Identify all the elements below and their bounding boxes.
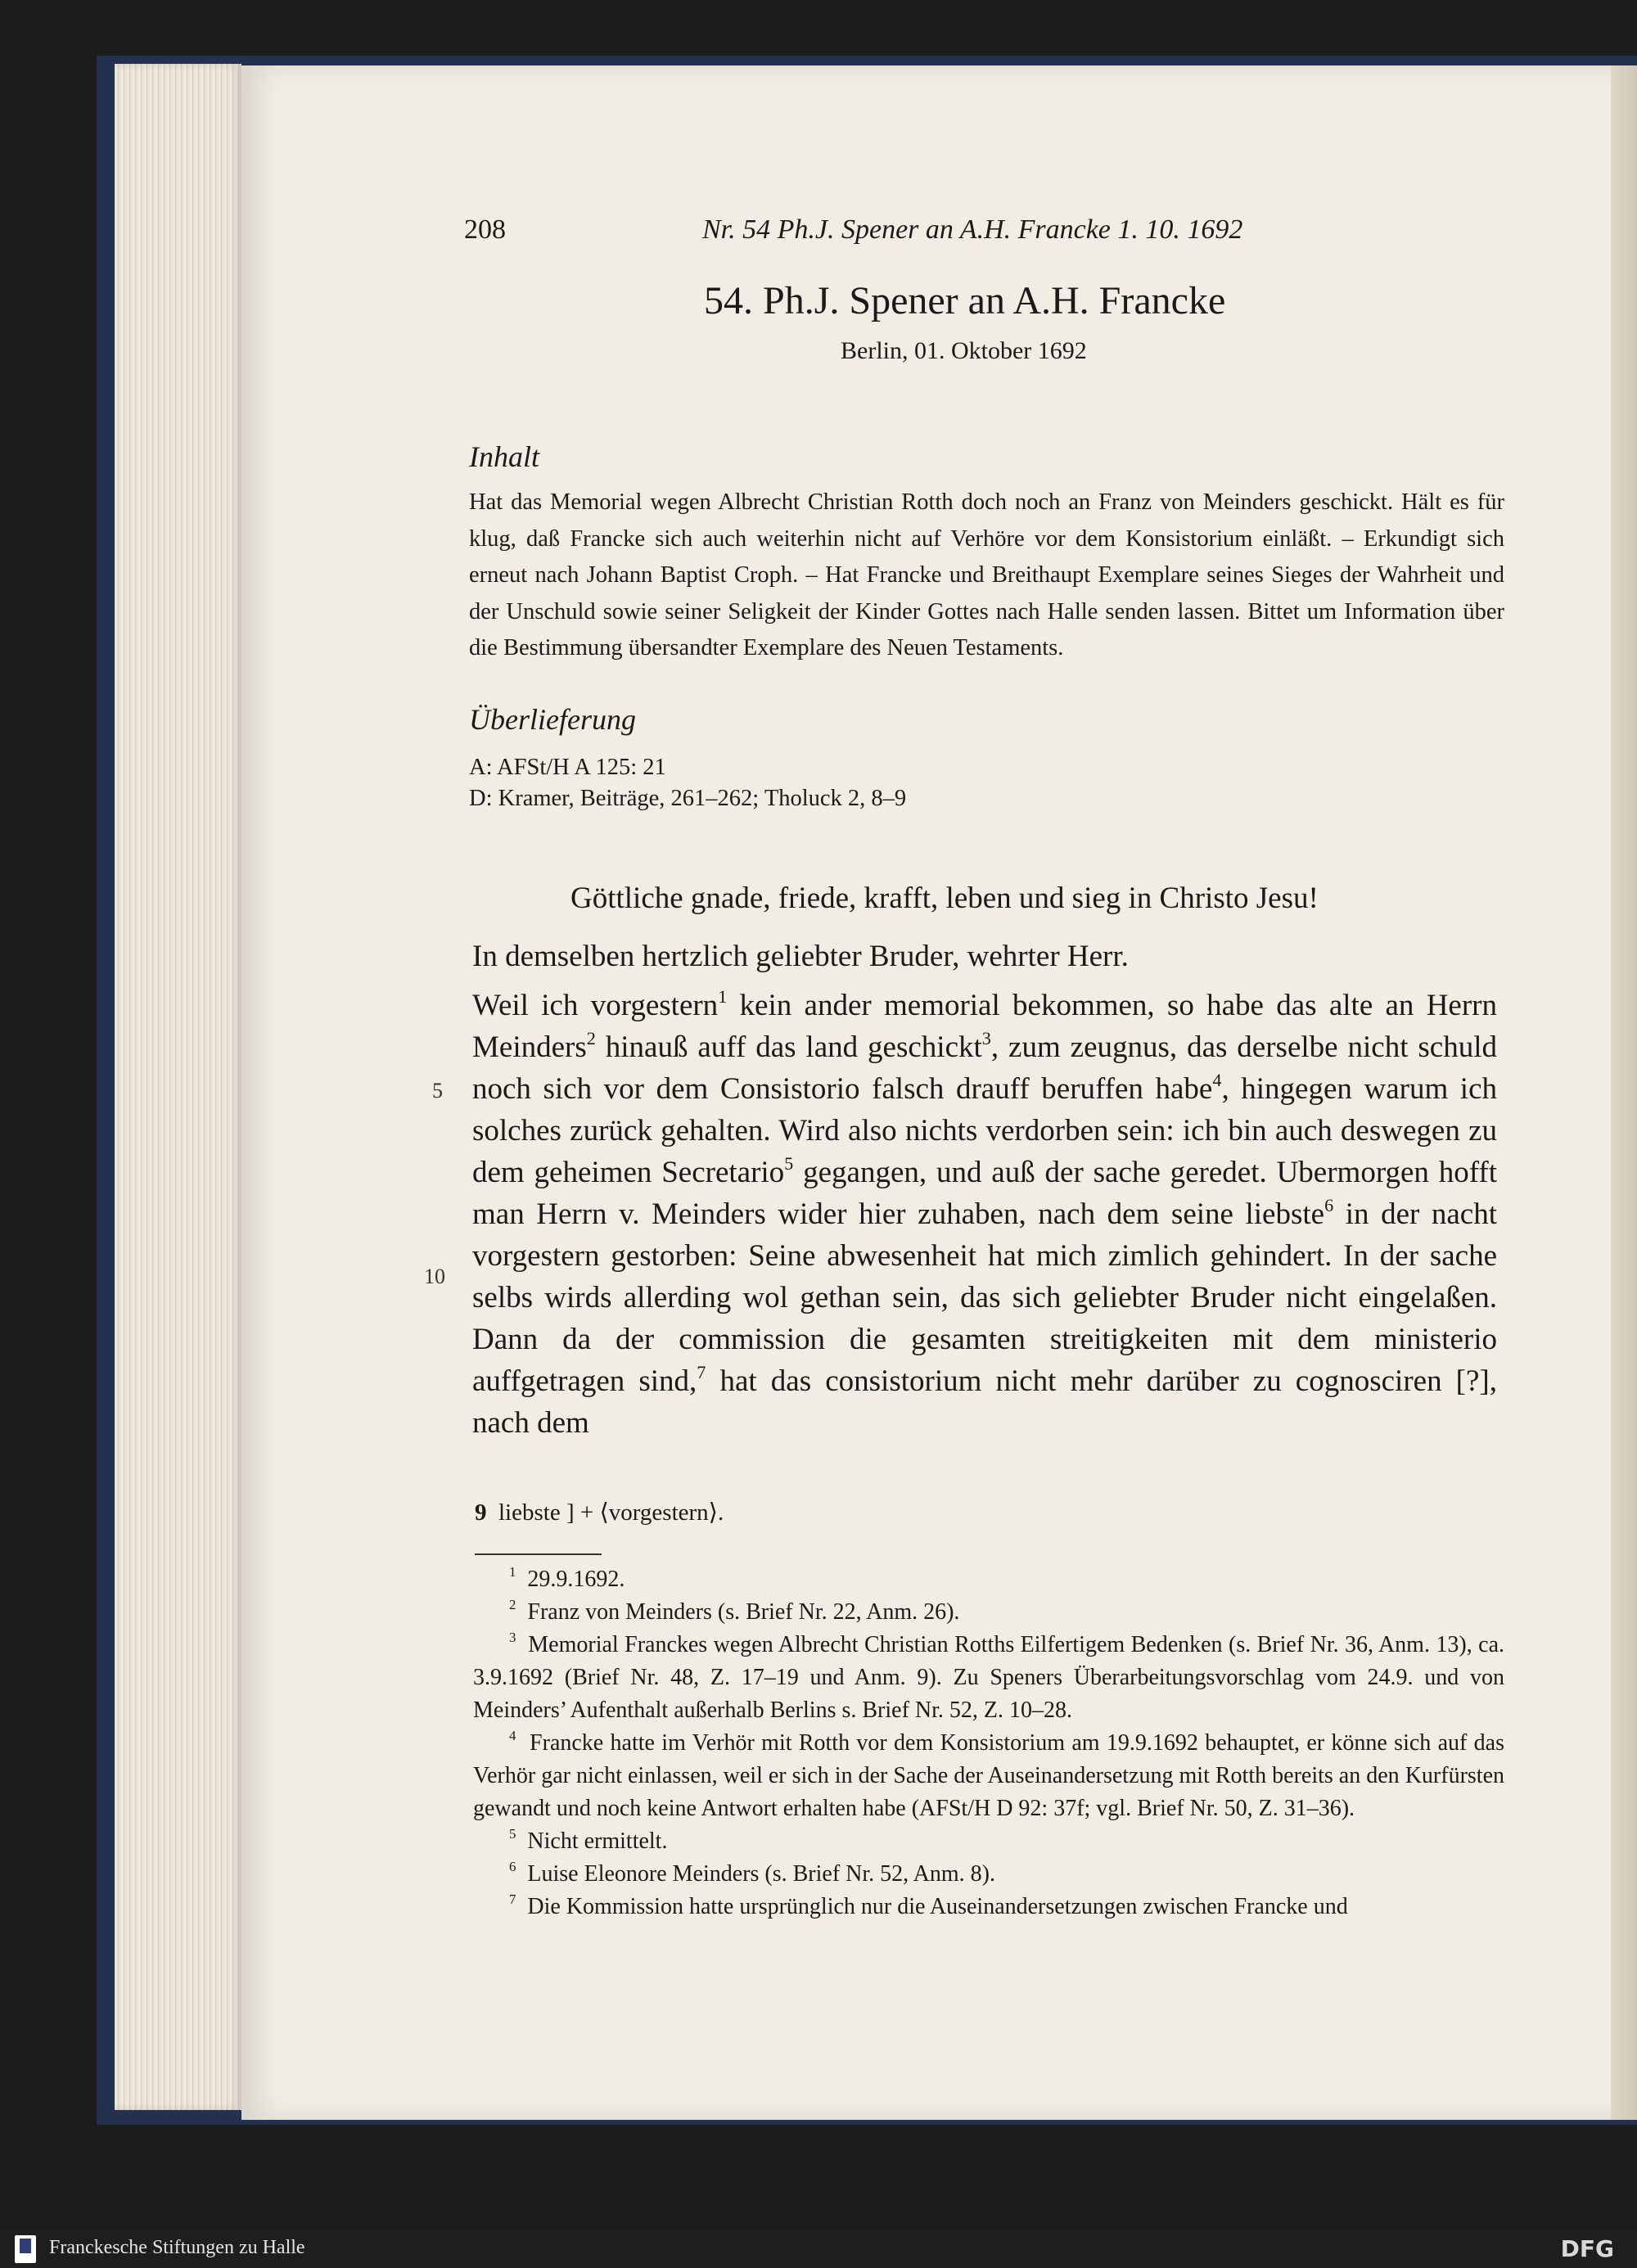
institution-logo-icon (15, 2235, 36, 2263)
letter-place-date: Berlin, 01. Oktober 1692 (841, 337, 1087, 364)
section-heading-inhalt: Inhalt (469, 440, 539, 473)
letter-body (472, 985, 1497, 1444)
page-edges (115, 64, 241, 2110)
footnote-ref: 7 (697, 1361, 706, 1382)
page-right-edge (1611, 65, 1637, 2120)
salutation: Göttliche gnade, friede, krafft, leben und sieg in Christo Jesu! (570, 881, 1319, 915)
source-line-a: A: AFSt/H A 125: 21 (469, 755, 666, 780)
apparatus-text: liebste ] + ⟨vorgestern⟩. (498, 1499, 724, 1526)
footnote-text: 29.9.1692. (527, 1567, 625, 1592)
address-line: In demselben hertzlich geliebter Bruder, wehrter Herr. (472, 940, 1129, 973)
dfg-logo: DFG (1560, 2235, 1614, 2262)
footnote-text: Franz von Meinders (s. Brief Nr. 22, Anm. 26). (527, 1599, 960, 1625)
body-text: in der nacht vorgestern gestorben: Seine abwesenheit hat mich zimlich gehindert. In der sache selbs wirds allerding wol gethan sein, das sich geliebter Bruder nicht eingelaßen. Dann da der commission die gesamten streitigkeiten mit dem ministerio auffgetragen sind, (472, 1197, 1498, 1398)
line-number-5: 5 (432, 1079, 443, 1102)
page-number: 208 (464, 214, 506, 245)
footnote-ref: 5 (784, 1152, 794, 1174)
section-heading-ueberlieferung: Überlieferung (469, 703, 636, 736)
source-line-d: D: Kramer, Beiträge, 261–262; Tholuck 2, 8–9 (469, 786, 907, 811)
viewer-footer (0, 2230, 1637, 2268)
footnote-number: 2 (509, 1596, 516, 1612)
footnote-ref: 3 (981, 1027, 991, 1048)
footnote-text: Memorial Franckes wegen Albrecht Christian Rotths Eilfertigem Bedenken (s. Brief Nr. 36, Anm. 13), ca. 3.9.1692 (Brief Nr. 48, Z. 17–19 und Anm. 9). Zu Speners Überarbeitungsvorschlag vom 24.9. und von Meinders’ Aufenthalt außerhalb Berlins s. Brief Nr. 52, Z. 10–28. (473, 1632, 1504, 1723)
footnote (473, 1596, 1504, 1629)
footnote-text: Die Kommission hatte ursprünglich nur die Auseinandersetzungen zwischen Francke und (527, 1894, 1348, 1919)
footnote-text: Nicht ermittelt. (527, 1828, 668, 1854)
footnote-ref: 6 (1324, 1194, 1334, 1215)
footnote-number: 6 (509, 1858, 516, 1874)
body-text: hat das consistorium nicht mehr darüber zu cognosciren [?], nach dem (472, 1364, 1497, 1440)
body-text: gegangen, und auß der sache geredet. Ubermorgen hofft man Herrn v. Meinders wider hier zuhaben, nach dem seine liebste (472, 1156, 1497, 1231)
footnote-ref: 4 (1212, 1069, 1222, 1090)
footnote (473, 1727, 1504, 1825)
footnote (473, 1858, 1504, 1891)
footnote-number: 1 (509, 1563, 516, 1580)
footnote-text: Luise Eleonore Meinders (s. Brief Nr. 52, Anm. 8). (527, 1861, 995, 1887)
body-text: Weil ich vorgestern (472, 989, 719, 1022)
body-text: kein ander memorial bekommen, so habe das alte an Herrn Meinders (472, 989, 1497, 1064)
body-text: hinauß auff das land geschickt (595, 1030, 982, 1064)
line-number-10: 10 (424, 1265, 445, 1288)
footnote-number: 3 (509, 1629, 516, 1645)
footnote (473, 1629, 1504, 1727)
footnote-number: 5 (509, 1825, 516, 1842)
footnote-number: 4 (509, 1727, 516, 1743)
institution-name: Franckesche Stiftungen zu Halle (49, 2237, 305, 2258)
footnote-number: 7 (509, 1891, 516, 1907)
footnote-list (473, 1563, 1504, 1923)
letter-title: 54. Ph.J. Spener an A.H. Francke (704, 279, 1226, 322)
footnote (473, 1563, 1504, 1596)
apparatus-line: 9 (475, 1499, 487, 1526)
footnote (473, 1825, 1504, 1858)
footnote-ref: 1 (718, 985, 728, 1007)
body-text: , hingegen warum ich solches zurück gehalten. Wird also nichts verdorben sein: ich bin auch deswegen zu dem geheimen Secretario (472, 1072, 1498, 1189)
apparatus-entry (475, 1498, 724, 1526)
running-title: Nr. 54 Ph.J. Spener an A.H. Francke 1. 10. 1692 (702, 214, 1243, 245)
footnote (473, 1891, 1504, 1923)
body-text: , zum zeugnus, das derselbe nicht schuld noch sich vor dem Consistorio falsch drauff beruffen habe (472, 1030, 1497, 1106)
footnote-ref: 2 (586, 1027, 596, 1048)
footnote-text: Francke hatte im Verhör mit Rotth vor dem Konsistorium am 19.9.1692 behauptet, er könne sich auf das Verhör gar nicht einlassen, weil er sich in der Sache der Auseinandersetzung mit Rotth bereits an den Kurfürsten gewandt und noch keine Antwort erhalten habe (AFSt/H D 92: 37f; vgl. Brief Nr. 50, Z. 31–36). (473, 1730, 1505, 1821)
footnote-rule (475, 1553, 602, 1555)
inhalt-summary: Hat das Memorial wegen Albrecht Christian Rotth doch noch an Franz von Meinders geschickt. Hält es für klug, daß Francke sich auch weiterhin nicht auf Verhöre vor dem Konsistorium einläßt. – Erkundigt sich erneut nach Johann Baptist Croph. – Hat Francke und Breithaupt Exemplare seines Sieges der Wahrheit und der Unschuld sowie seiner Seligkeit der Kinder Gottes nach Halle senden lassen. Bittet um Information über die Bestimmung übersandter Exemplare des Neuen Testaments. (469, 489, 1504, 661)
